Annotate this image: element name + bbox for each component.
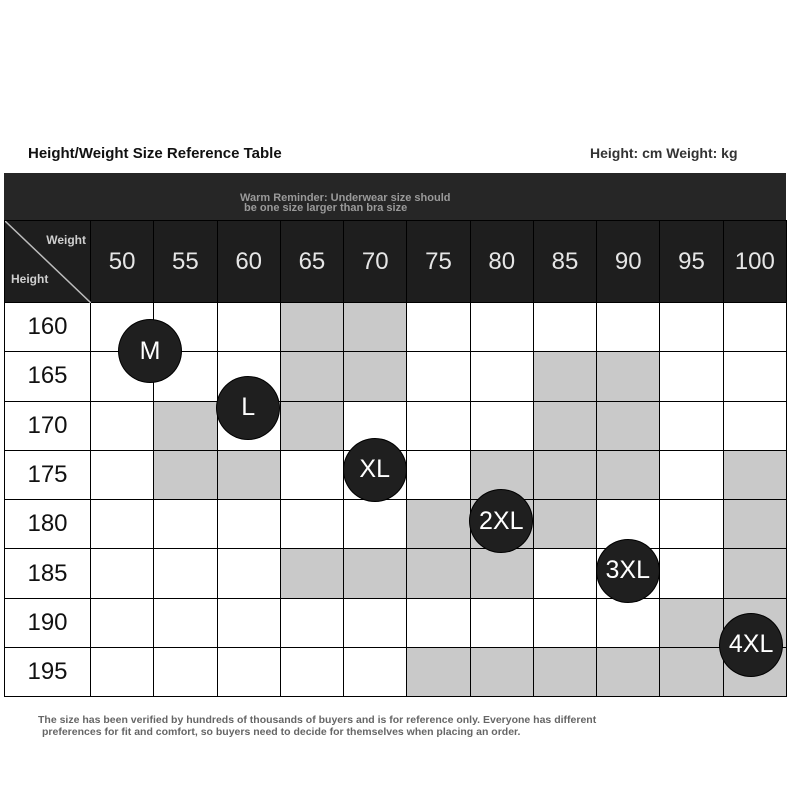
size-badge-2xl: 2XL — [470, 490, 532, 552]
grid-cell — [471, 352, 534, 401]
weight-header-90: 90 — [597, 221, 660, 303]
corner-header — [5, 221, 91, 303]
grid-cell — [660, 352, 723, 401]
grid-cell — [597, 303, 660, 352]
grid-cell — [91, 648, 154, 697]
weight-header-80: 80 — [471, 221, 534, 303]
grid-cell — [471, 549, 534, 598]
grid-cell — [344, 648, 407, 697]
grid-cell — [344, 352, 407, 401]
grid-cell — [534, 303, 597, 352]
grid-cell — [471, 303, 534, 352]
grid-cell — [597, 599, 660, 648]
weight-axis-label: Weight — [46, 233, 86, 247]
grid-cell — [218, 303, 281, 352]
grid-cell — [407, 500, 470, 549]
height-axis-label: Height — [11, 272, 49, 286]
height-header-195: 195 — [5, 648, 91, 697]
units-note: Height: cm Weight: kg — [590, 145, 738, 161]
grid-cell — [660, 500, 723, 549]
grid-cell — [660, 549, 723, 598]
grid-cell — [407, 599, 470, 648]
grid-cell — [660, 303, 723, 352]
grid-cell — [91, 402, 154, 451]
page-title: Height/Weight Size Reference Table — [28, 145, 282, 162]
grid-cell — [344, 500, 407, 549]
grid-cell — [281, 648, 344, 697]
grid-cell — [218, 451, 281, 500]
grid-cell — [534, 648, 597, 697]
weight-header-85: 85 — [534, 221, 597, 303]
height-header-175: 175 — [5, 451, 91, 500]
grid-cell — [724, 402, 787, 451]
grid-cell — [407, 402, 470, 451]
height-header-160: 160 — [5, 303, 91, 352]
grid-cell — [154, 451, 217, 500]
reminder-line-1: Warm Reminder: Underwear size should — [240, 192, 451, 204]
grid-cell — [724, 352, 787, 401]
grid-cell — [407, 303, 470, 352]
size-badge-m: M — [119, 320, 181, 382]
reminder-line-2: be one size larger than bra size — [244, 202, 408, 214]
weight-header-50: 50 — [91, 221, 154, 303]
grid-cell — [281, 303, 344, 352]
grid-cell — [724, 303, 787, 352]
grid-cell — [471, 599, 534, 648]
weight-header-75: 75 — [407, 221, 470, 303]
grid-cell — [471, 402, 534, 451]
grid-cell — [534, 352, 597, 401]
disclaimer-line-2: preferences for fit and comfort, so buyers need to decide for themselves when placing an order. — [42, 726, 521, 738]
grid-cell — [597, 648, 660, 697]
height-header-190: 190 — [5, 599, 91, 648]
weight-header-55: 55 — [154, 221, 217, 303]
grid-cell — [154, 500, 217, 549]
size-badge-4xl: 4XL — [720, 614, 782, 676]
disclaimer-line-1: The size has been verified by hundreds of thousands of buyers and is for reference only. Everyone has different — [38, 714, 597, 726]
grid-cell — [281, 402, 344, 451]
grid-cell — [91, 500, 154, 549]
grid-cell — [597, 402, 660, 451]
size-badge-l: L — [217, 377, 279, 439]
grid-cell — [660, 648, 723, 697]
grid-cell — [534, 451, 597, 500]
grid-cell — [724, 549, 787, 598]
grid-cell — [154, 402, 217, 451]
grid-cell — [597, 451, 660, 500]
grid-cell — [91, 451, 154, 500]
grid-cell — [218, 599, 281, 648]
grid-cell — [281, 451, 344, 500]
grid-cell — [534, 402, 597, 451]
grid-cell — [724, 451, 787, 500]
size-table — [4, 173, 786, 698]
weight-header-65: 65 — [281, 221, 344, 303]
grid-cell — [218, 500, 281, 549]
height-header-180: 180 — [5, 500, 91, 549]
reminder-text — [240, 193, 450, 213]
grid-cell — [281, 599, 344, 648]
grid-cell — [344, 549, 407, 598]
grid-cell — [281, 549, 344, 598]
grid-cell — [154, 648, 217, 697]
grid-cell — [534, 500, 597, 549]
weight-header-95: 95 — [660, 221, 723, 303]
grid-cell — [344, 303, 407, 352]
size-badge-3xl: 3XL — [597, 540, 659, 602]
grid-cell — [660, 451, 723, 500]
grid-cell — [91, 599, 154, 648]
grid-cell — [218, 549, 281, 598]
grid-cell — [471, 648, 534, 697]
weight-header-70: 70 — [344, 221, 407, 303]
height-header-170: 170 — [5, 402, 91, 451]
grid-cell — [218, 648, 281, 697]
grid-cell — [534, 549, 597, 598]
grid-cell — [597, 352, 660, 401]
grid-cell — [154, 599, 217, 648]
grid-cell — [407, 352, 470, 401]
weight-header-60: 60 — [218, 221, 281, 303]
grid-cell — [407, 451, 470, 500]
height-header-185: 185 — [5, 549, 91, 598]
grid-cell — [281, 500, 344, 549]
reminder-banner — [4, 173, 786, 220]
grid-cell — [154, 549, 217, 598]
disclaimer — [38, 714, 738, 738]
size-badge-xl: XL — [344, 439, 406, 501]
grid-cell — [407, 549, 470, 598]
grid-cell — [281, 352, 344, 401]
grid-cell — [91, 549, 154, 598]
grid-cell — [660, 402, 723, 451]
grid-cell — [407, 648, 470, 697]
grid-cell — [660, 599, 723, 648]
height-header-165: 165 — [5, 352, 91, 401]
weight-header-100: 100 — [724, 221, 787, 303]
grid-cell — [344, 599, 407, 648]
grid-cell — [724, 500, 787, 549]
grid-cell — [534, 599, 597, 648]
